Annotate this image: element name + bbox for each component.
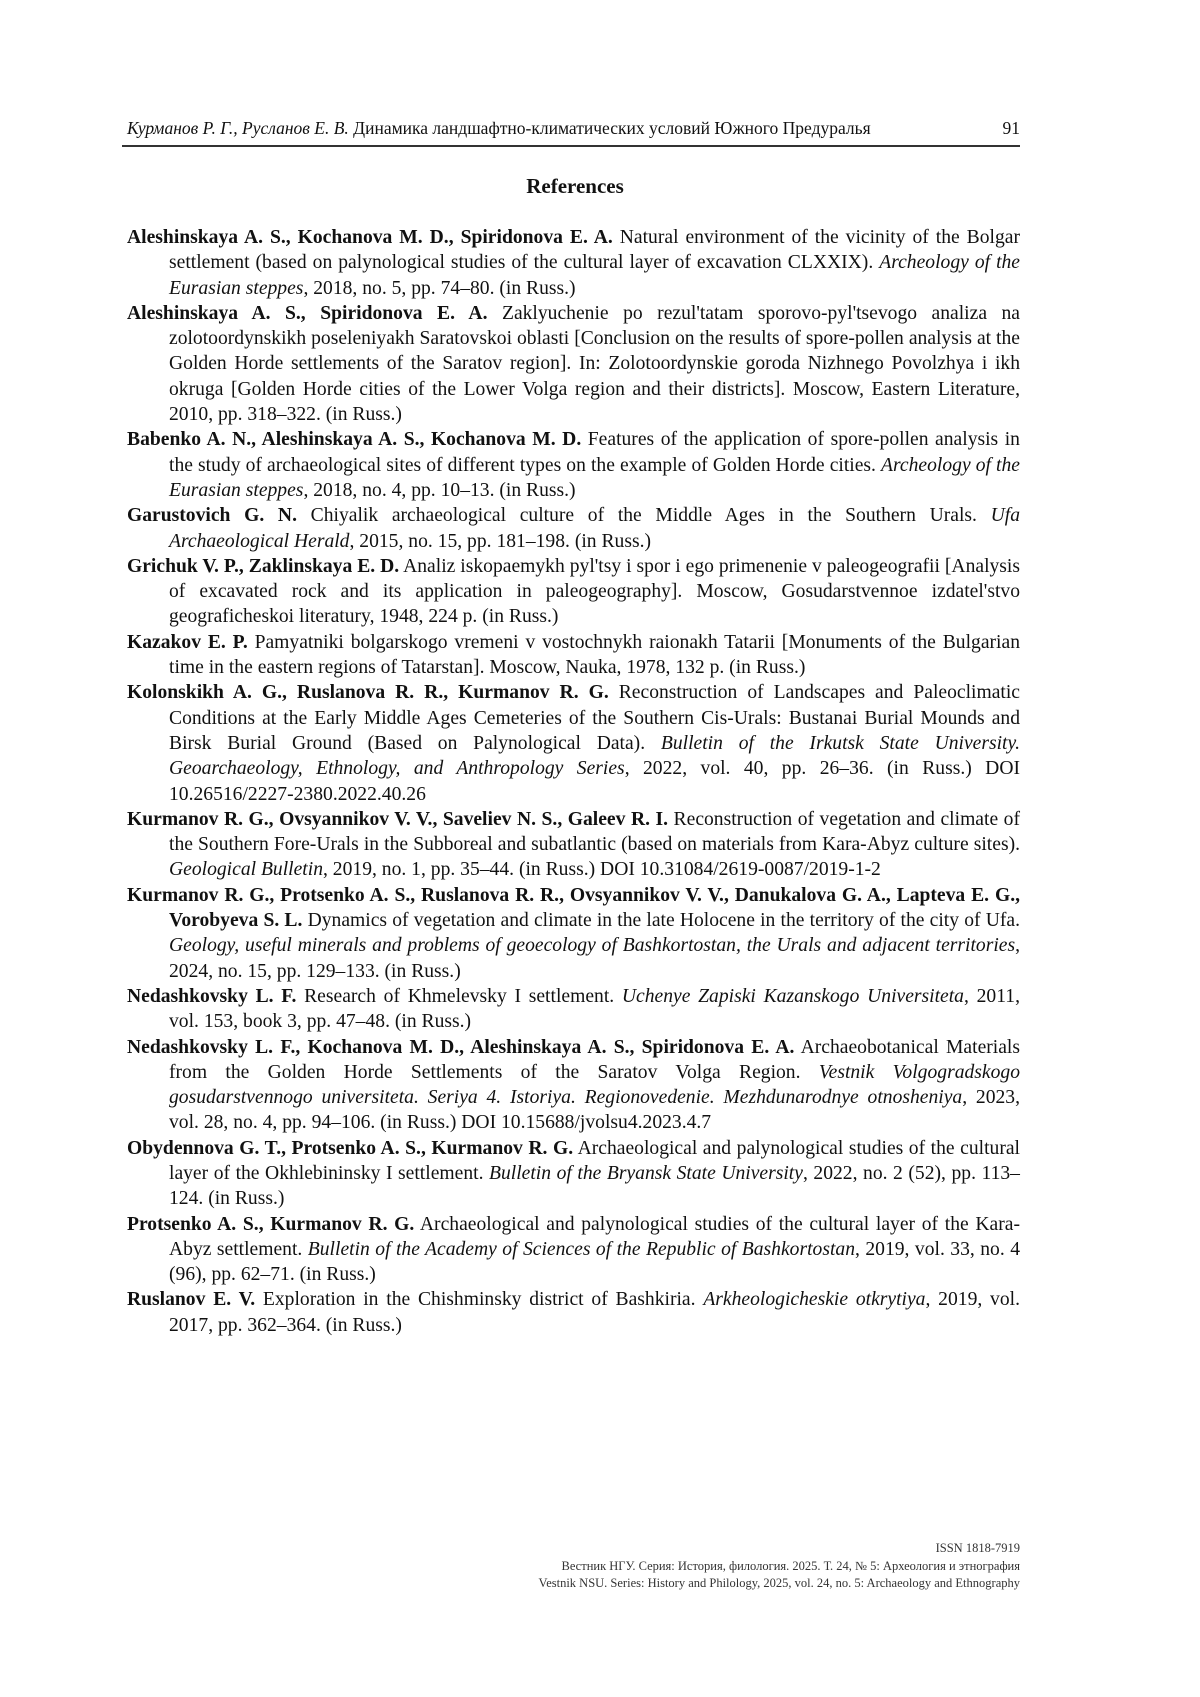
reference-details: , 2019, no. 1, pp. 35–44. (in Russ.) DOI 10.31084/2619-0087/2019-1-2 <box>323 859 881 880</box>
footer-issn: ISSN 1818-7919 <box>539 1540 1020 1558</box>
reference-text: Reconstruction of Landscapes and Paleoclimatic Conditions at the Early Middle Ages Cemeteries of the Southern Cis-Urals: Bustanai Burial Mounds and Birsk Burial Ground (Based on Palynological Data). <box>169 682 1020 754</box>
reference-authors: Aleshinskaya A. S., Kochanova M. D., Spiridonova E. A. <box>127 227 613 248</box>
reference-source: Bulletin of the Academy of Sciences of the Republic of Bashkortostan <box>308 1239 855 1260</box>
header-title: Динамика ландшафтно-климатических условий Южного Предуралья <box>353 118 871 138</box>
reference-authors: Obydennova G. T., Protsenko A. S., Kurmanov R. G. <box>127 1138 573 1159</box>
reference-source: Archeology of the Eurasian steppes <box>169 455 1020 501</box>
reference-authors: Garustovich G. N. <box>127 505 297 526</box>
reference-details: , 2024, no. 15, pp. 129–133. (in Russ.) <box>169 935 1020 981</box>
reference-text: Exploration in the Chishminsky district of Bashkiria. <box>255 1289 703 1310</box>
reference-text: Natural environment of the vicinity of the Bolgar settlement (based on palynological studies of the cultural layer of excavation CLXXIX). <box>169 227 1020 273</box>
reference-item <box>127 1287 1020 1338</box>
reference-item <box>127 883 1020 984</box>
reference-item <box>127 503 1020 554</box>
reference-source: Vestnik Volgogradskogo gosudarstvennogo universiteta. Seriya 4. Istoriya. Regionovedenie. Mezhdunarodnye otnosheniya <box>169 1062 1020 1108</box>
reference-authors: Grichuk V. P., Zaklinskaya E. D. <box>127 556 399 577</box>
reference-text: Research of Khmelevsky I settlement. <box>296 986 622 1007</box>
reference-item <box>127 1212 1020 1288</box>
reference-text: Archaeobotanical Materials from the Golden Horde Settlements of the Saratov Volga Region. <box>169 1037 1020 1083</box>
reference-text: Dynamics of vegetation and climate in the late Holocene in the territory of the city of Ufa. <box>302 910 1020 931</box>
reference-source: Bulletin of the Irkutsk State University. Geoarchaeology, Ethnology, and Anthropology Series <box>169 733 1020 779</box>
reference-item <box>127 1035 1020 1136</box>
reference-text: Analiz iskopaemykh pyl'tsy i spor i ego primenenie v paleogeografii [Analysis of excavated rock and its application in paleogeography]. Moscow, Gosudarstvennoe izdatel'stvo geograficheskoi literatury, 1948, 224 p. (in Russ.) <box>169 556 1020 628</box>
reference-details: , 2015, no. 15, pp. 181–198. (in Russ.) <box>349 531 651 552</box>
reference-text: Reconstruction of vegetation and climate of the Southern Fore-Urals in the Subboreal and subatlantic (based on materials from Kara-Abyz culture sites). <box>169 809 1020 855</box>
reference-details: , 2018, no. 5, pp. 74–80. (in Russ.) <box>303 278 575 299</box>
reference-source: Archeology of the Eurasian steppes <box>169 252 1020 298</box>
reference-source: Geology, useful minerals and problems of geoecology of Bashkortostan, the Urals and adjacent territories <box>169 935 1015 956</box>
reference-authors: Nedashkovsky L. F., Kochanova M. D., Aleshinskaya A. S., Spiridonova E. A. <box>127 1037 794 1058</box>
footer-journal-ru: Вестник НГУ. Серия: История, филология. 2025. Т. 24, № 5: Археология и этнография <box>539 1558 1020 1576</box>
reference-source: Ufa Archaeological Herald <box>169 505 1020 551</box>
reference-authors: Nedashkovsky L. F. <box>127 986 296 1007</box>
reference-details: , 2022, no. 2 (52), pp. 113–124. (in Russ.) <box>169 1163 1020 1209</box>
reference-source: Uchenye Zapiski Kazanskogo Universiteta <box>622 986 964 1007</box>
page-number: 91 <box>1003 118 1021 139</box>
reference-details: , 2023, vol. 28, no. 4, pp. 94–106. (in Russ.) DOI 10.15688/jvolsu4.2023.4.7 <box>169 1087 1020 1133</box>
reference-authors: Kurmanov R. G., Protsenko A. S., Ruslanova R. R., Ovsyannikov V. V., Danukalova G. A., Lapteva E. G., Vorobyeva S. L. <box>127 885 1020 931</box>
reference-authors: Aleshinskaya A. S., Spiridonova E. A. <box>127 303 487 324</box>
reference-item <box>127 427 1020 503</box>
reference-details: , 2011, vol. 153, book 3, pp. 47–48. (in Russ.) <box>169 986 1020 1032</box>
reference-item <box>127 554 1020 630</box>
reference-authors: Babenko A. N., Aleshinskaya A. S., Kochanova M. D. <box>127 429 581 450</box>
reference-details: , 2019, vol. 33, no. 4 (96), pp. 62–71. (in Russ.) <box>169 1239 1020 1285</box>
header-authors: Курманов Р. Г., Русланов Е. В. <box>127 118 349 138</box>
reference-text: Pamyatniki bolgarskogo vremeni v vostochnykh raionakh Tatarii [Monuments of the Bulgarian time in the eastern regions of Tatarstan]. Moscow, Nauka, 1978, 132 p. (in Russ.) <box>169 632 1020 678</box>
reference-details: , 2019, vol. 2017, pp. 362–364. (in Russ.) <box>169 1289 1020 1335</box>
reference-item <box>127 225 1020 301</box>
reference-authors: Kazakov E. P. <box>127 632 248 653</box>
reference-details: , 2022, vol. 40, pp. 26–36. (in Russ.) DOI 10.26516/2227-2380.2022.40.26 <box>169 758 1020 804</box>
footer-journal-en: Vestnik NSU. Series: History and Philology, 2025, vol. 24, no. 5: Archaeology and Ethnography <box>539 1575 1020 1593</box>
reference-text: Chiyalik archaeological culture of the Middle Ages in the Southern Urals. <box>297 505 991 526</box>
reference-item <box>127 984 1020 1035</box>
reference-authors: Kolonskikh A. G., Ruslanova R. R., Kurmanov R. G. <box>127 682 609 703</box>
reference-list <box>127 225 1020 1338</box>
reference-text: Features of the application of spore-pollen analysis in the study of archaeological sites of different types on the example of Golden Horde cities. <box>169 429 1020 475</box>
running-header <box>127 118 1020 144</box>
reference-item <box>127 807 1020 883</box>
reference-authors: Protsenko A. S., Kurmanov R. G. <box>127 1214 414 1235</box>
reference-item <box>127 1136 1020 1212</box>
header-rule <box>122 145 1020 147</box>
reference-details: , 2018, no. 4, pp. 10–13. (in Russ.) <box>303 480 575 501</box>
footer <box>539 1540 1020 1593</box>
reference-item <box>127 301 1020 427</box>
reference-source: Bulletin of the Bryansk State University <box>489 1163 803 1184</box>
reference-text: Zaklyuchenie po rezul'tatam sporovo-pyl'tsevogo analiza na zolotoordynskikh poseleniyakh Saratovskoi oblasti [Conclusion on the results of spore-pollen analysis at the Golden Horde settlements of the Saratov region]. In: Zolotoordynskie goroda Nizhnego Povolzhya i ikh okruga [Golden Horde cities of the Lower Volga region and their districts]. Moscow, Eastern Literature, 2010, pp. 318–322. (in Russ.) <box>169 303 1020 425</box>
section-title: References <box>0 174 1150 199</box>
reference-text: Archaeological and palynological studies of the cultural layer of the Kara-Abyz settlement. <box>169 1214 1020 1260</box>
reference-source: Geological Bulletin <box>169 859 323 880</box>
reference-item <box>127 680 1020 806</box>
reference-source: Arkheologicheskie otkrytiya <box>703 1289 925 1310</box>
page <box>0 0 1200 1697</box>
reference-authors: Kurmanov R. G., Ovsyannikov V. V., Saveliev N. S., Galeev R. I. <box>127 809 668 830</box>
reference-text: Archaeological and palynological studies of the cultural layer of the Okhlebininsky I settlement. <box>169 1138 1020 1184</box>
reference-item <box>127 630 1020 681</box>
reference-authors: Ruslanov E. V. <box>127 1289 255 1310</box>
